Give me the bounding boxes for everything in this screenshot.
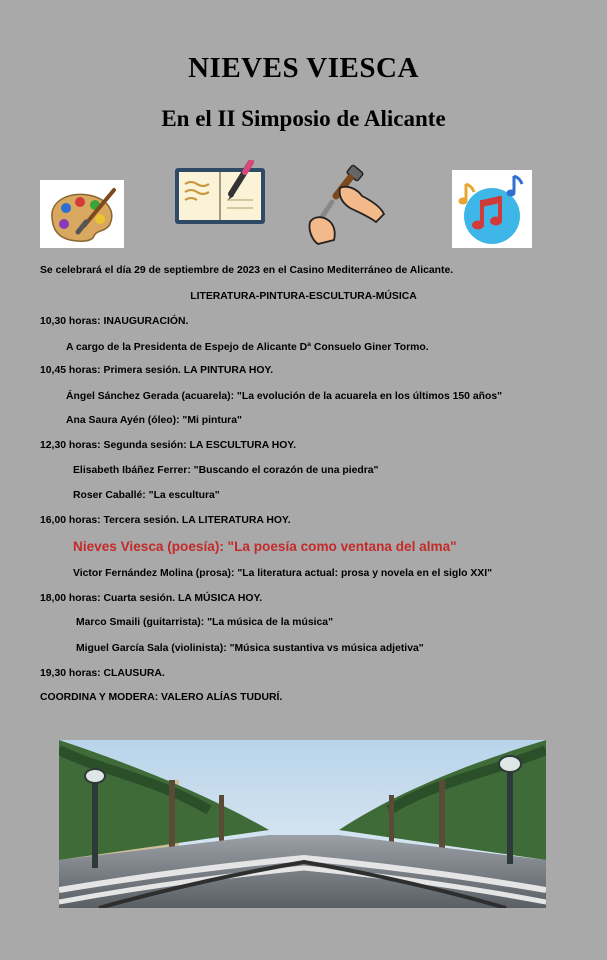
- speaker-victor: Victor Fernández Molina (prosa): "La literatura actual: prosa y novela en el siglo XXI": [73, 568, 493, 579]
- schedule-literatura: 16,00 horas: Tercera sesión. LA LITERATURA HOY.: [40, 515, 291, 526]
- promenade-photo: [59, 740, 546, 908]
- disciplines-text: LITERATURA-PINTURA-ESCULTURA-MÚSICA: [190, 291, 417, 302]
- schedule-pintura: 10,45 horas: Primera sesión. LA PINTURA HOY.: [40, 365, 274, 376]
- inauguracion-detail: A cargo de la Presidenta de Espejo de Alicante Dª Consuelo Giner Tormo.: [66, 342, 429, 353]
- intro-text: Se celebrará el día 29 de septiembre de 2023 en el Casino Mediterráneo de Alicante.: [40, 265, 454, 276]
- schedule-clausura: 19,30 horas: CLAUSURA.: [40, 668, 165, 679]
- music-notes-icon: [452, 170, 532, 248]
- speaker-ana: Ana Saura Ayén (óleo): "Mi pintura": [66, 415, 242, 426]
- sculpting-icon: [300, 162, 394, 252]
- speaker-elisabeth: Elisabeth Ibáñez Ferrer: "Buscando el corazón de una piedra": [73, 465, 379, 476]
- schedule-inauguracion: 10,30 horas: INAUGURACIÓN.: [40, 316, 189, 327]
- palette-icon: [40, 180, 124, 248]
- coordinator-text: COORDINA Y MODERA: VALERO ALÍAS TUDURÍ.: [40, 692, 283, 703]
- schedule-musica: 18,00 horas: Cuarta sesión. LA MÚSICA HOY.: [40, 593, 263, 604]
- page-subtitle: En el II Simposio de Alicante: [161, 106, 446, 131]
- speaker-roser: Roser Caballé: "La escultura": [73, 490, 220, 501]
- speaker-marco: Marco Smaili (guitarrista): "La música de la música": [76, 617, 334, 628]
- highlight-nieves: Nieves Viesca (poesía): "La poesía como ventana del alma": [73, 539, 457, 554]
- speaker-angel: Ángel Sánchez Gerada (acuarela): "La evolución de la acuarela en los últimos 150 años": [66, 391, 503, 402]
- page-title: NIEVES VIESCA: [188, 52, 419, 84]
- book-icon: [173, 160, 267, 226]
- speaker-miguel: Miguel García Sala (violinista): "Música sustantiva vs música adjetiva": [76, 643, 424, 654]
- schedule-escultura: 12,30 horas: Segunda sesión: LA ESCULTURA HOY.: [40, 440, 296, 451]
